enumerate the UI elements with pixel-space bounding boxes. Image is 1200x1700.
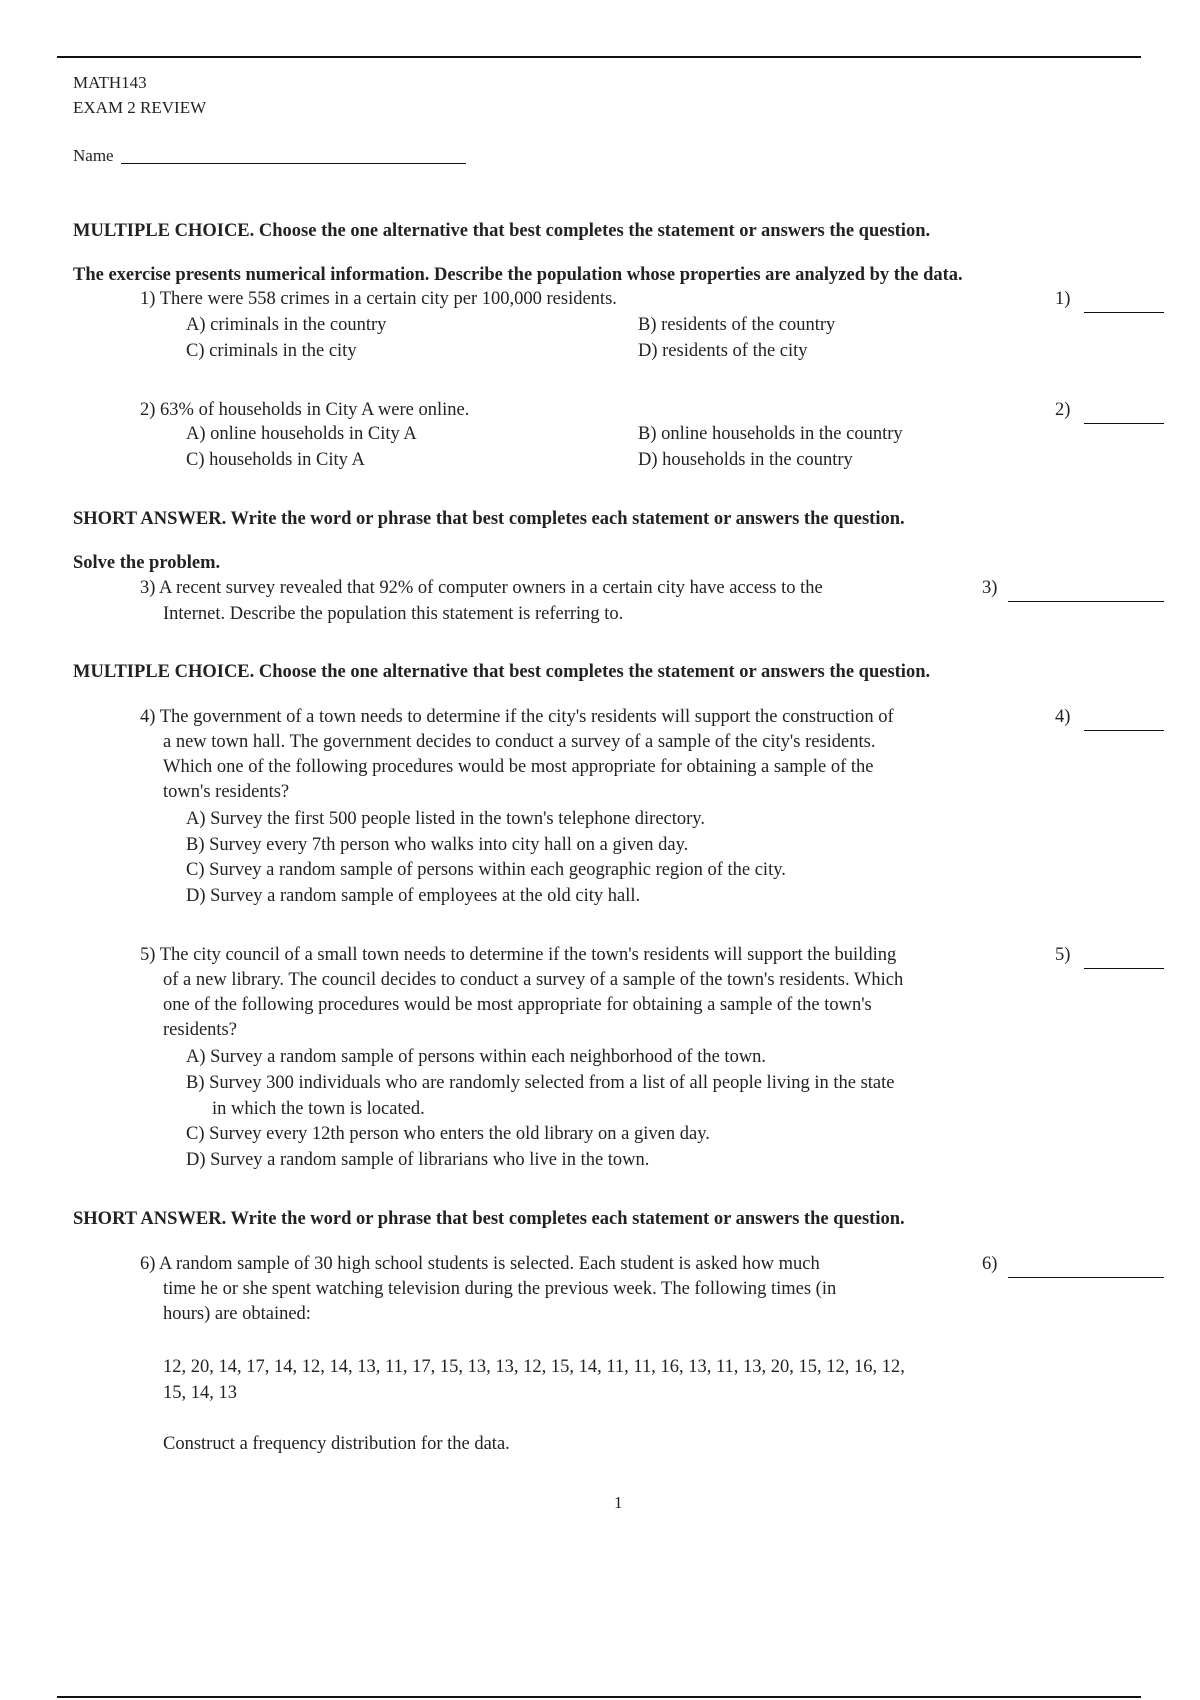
q5-option-d[interactable]: D) Survey a random sample of librarians who live in the town.	[186, 1150, 650, 1170]
q1-option-d[interactable]: D) residents of the city	[638, 341, 808, 361]
q6-answer-blank[interactable]	[1008, 1277, 1164, 1278]
q2-option-d[interactable]: D) households in the country	[638, 450, 853, 470]
sa2-heading: SHORT ANSWER. Write the word or phrase that best completes each statement or answers the question.	[73, 1209, 905, 1229]
q1-option-a[interactable]: A) criminals in the country	[186, 315, 387, 335]
mc1-instruction: The exercise presents numerical information. Describe the population whose properties are analyzed by the data.	[73, 265, 963, 285]
q5-option-c[interactable]: C) Survey every 12th person who enters the old library on a given day.	[186, 1124, 710, 1144]
q6-text-line1: 6) A random sample of 30 high school students is selected. Each student is asked how much	[140, 1254, 820, 1274]
q5-option-b-continued: in which the town is located.	[212, 1099, 425, 1119]
q2-option-b[interactable]: B) online households in the country	[638, 424, 903, 444]
q2-option-a[interactable]: A) online households in City A	[186, 424, 417, 444]
course-title: MATH143	[73, 73, 147, 92]
q2-number: 2)	[1055, 400, 1071, 420]
q5-text-line1: 5) The city council of a small town needs to determine if the town's residents will support the building	[140, 945, 897, 965]
q3-text-line2: Internet. Describe the population this statement is referring to.	[163, 604, 624, 624]
q4-option-d[interactable]: D) Survey a random sample of employees at the old city hall.	[186, 886, 641, 906]
q6-text-line3: hours) are obtained:	[163, 1304, 311, 1324]
q4-text-line4: town's residents?	[163, 782, 290, 802]
q5-option-a[interactable]: A) Survey a random sample of persons within each neighborhood of the town.	[186, 1047, 767, 1067]
q6-data-line1: 12, 20, 14, 17, 14, 12, 14, 13, 11, 17, 15, 13, 13, 12, 15, 14, 11, 11, 16, 13, 11, 13, 20, 15, 12, 16, 12,	[163, 1357, 905, 1377]
q6-task: Construct a frequency distribution for the data.	[163, 1434, 510, 1454]
q5-text-line2: of a new library. The council decides to conduct a survey of a sample of the town's residents. Which	[163, 970, 904, 990]
q3-answer-blank[interactable]	[1008, 601, 1164, 602]
q4-answer-blank[interactable]	[1084, 730, 1164, 731]
name-field[interactable]	[121, 163, 466, 164]
q4-option-a[interactable]: A) Survey the first 500 people listed in the town's telephone directory.	[186, 809, 705, 829]
q4-option-b[interactable]: B) Survey every 7th person who walks into city hall on a given day.	[186, 835, 689, 855]
mc2-heading: MULTIPLE CHOICE. Choose the one alternative that best completes the statement or answers the question.	[73, 662, 931, 682]
q1-answer-blank[interactable]	[1084, 312, 1164, 313]
q3-text-line1: 3) A recent survey revealed that 92% of computer owners in a certain city have access to the	[140, 578, 823, 598]
q6-number: 6)	[982, 1254, 998, 1274]
q2-answer-blank[interactable]	[1084, 423, 1164, 424]
q5-option-b[interactable]: B) Survey 300 individuals who are randomly selected from a list of all people living in the state	[186, 1073, 895, 1093]
q4-option-c[interactable]: C) Survey a random sample of persons within each geographic region of the city.	[186, 860, 786, 880]
q3-number: 3)	[982, 578, 998, 598]
q2-option-c[interactable]: C) households in City A	[186, 450, 365, 470]
q1-text: 1) There were 558 crimes in a certain city per 100,000 residents.	[140, 289, 617, 309]
page-number: 1	[614, 1493, 623, 1512]
q2-text: 2) 63% of households in City A were online.	[140, 400, 470, 420]
top-rule	[57, 56, 1141, 58]
q1-option-b[interactable]: B) residents of the country	[638, 315, 836, 335]
sa1-heading: SHORT ANSWER. Write the word or phrase that best completes each statement or answers the question.	[73, 509, 905, 529]
q5-text-line3: one of the following procedures would be most appropriate for obtaining a sample of the town's	[163, 995, 872, 1015]
exam-title: EXAM 2 REVIEW	[73, 98, 207, 117]
q4-number: 4)	[1055, 707, 1071, 727]
q4-text-line3: Which one of the following procedures would be most appropriate for obtaining a sample of the	[163, 757, 874, 777]
q5-number: 5)	[1055, 945, 1071, 965]
name-label: Name	[73, 146, 114, 165]
q5-answer-blank[interactable]	[1084, 968, 1164, 969]
q4-text-line1: 4) The government of a town needs to determine if the city's residents will support the construction of	[140, 707, 894, 727]
q4-text-line2: a new town hall. The government decides to conduct a survey of a sample of the city's residents.	[163, 732, 876, 752]
sa1-instruction: Solve the problem.	[73, 553, 221, 573]
q5-text-line4: residents?	[163, 1020, 237, 1040]
q6-data-line2: 15, 14, 13	[163, 1383, 237, 1403]
bottom-rule	[57, 1696, 1141, 1698]
q6-text-line2: time he or she spent watching television during the previous week. The following times (in	[163, 1279, 837, 1299]
q1-option-c[interactable]: C) criminals in the city	[186, 341, 357, 361]
q1-number: 1)	[1055, 289, 1071, 309]
mc1-heading: MULTIPLE CHOICE. Choose the one alternative that best completes the statement or answers the question.	[73, 221, 931, 241]
